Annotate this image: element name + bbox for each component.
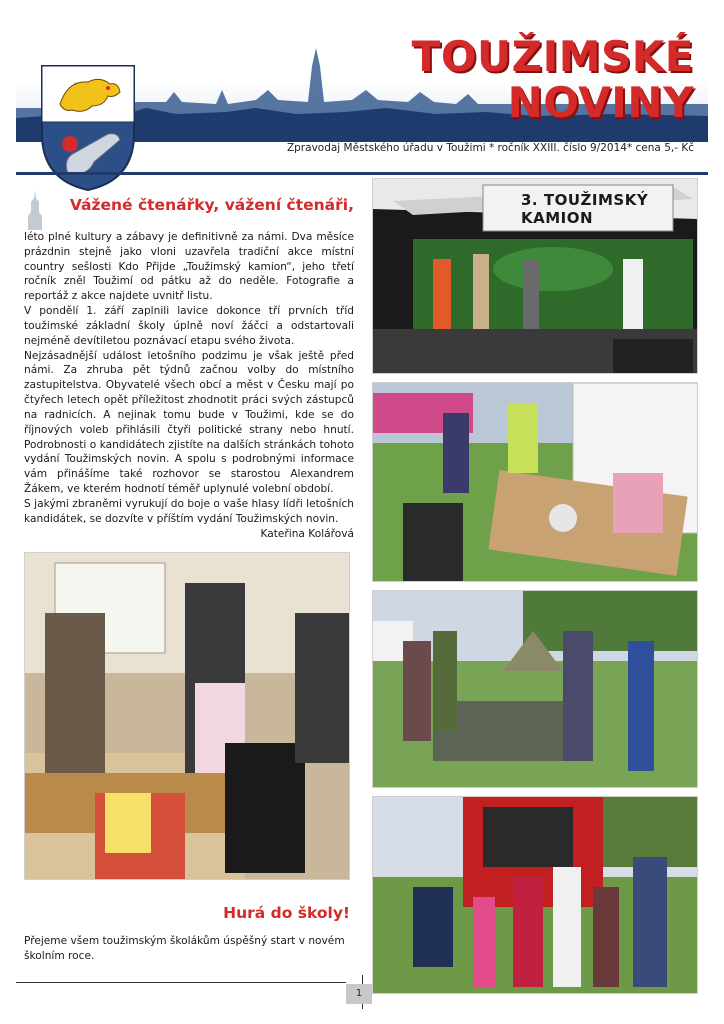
photo-children-fair <box>372 382 698 582</box>
photo-country-stage <box>372 178 698 374</box>
editorial-article <box>24 230 354 541</box>
school-headline: Hurá do školy! <box>223 904 350 922</box>
masthead-title-line2: NOVINY <box>507 78 694 127</box>
photo-classroom <box>24 552 350 880</box>
article-paragraph: Nejzásadnější událost letošního podzimu je však ještě před námi. Za zhruba pět týdnů začnou volby do místního zastupitelstva. Obyvatelé všech obcí a měst v Česku mají po čtyřech letech opět příležitost zhodnotit práci svých zástupců na radnicích. A nejinak tomu bude v Toužimi, kde se do říjnových voleb přihlásili čtyři politické strany nebo hnutí. Podrobnosti o kandidátech zjistíte na dalších stránkách tohoto vydání Toužimských novin. A spolu s podrobnými informace vám přinášíme také rozhovor se starostou Alexandrem Žákem, ve kterém hodnotí téměř uplynulé volební období. <box>24 349 354 496</box>
footer-rule <box>16 982 346 983</box>
article-paragraph: léto plné kultury a zábavy je definitivně za námi. Dva měsíce prázdnin stejně jako vloni uzavřela tradiční akce místní country sešlosti Kdo Přijde „Toužimský kamion“, jeho třetí ročník zněl Toužimí od pátku až do neděle. Fotografie a reportáž z akce najdete uvnitř listu. <box>24 231 354 303</box>
article-paragraph: V pondělí 1. září zaplnili lavice dokonce tří prvních tříd toužimské základní školy úplně noví žáčci a odstartovali nejméně devítiletou poznávací etapu svého života. <box>24 305 354 347</box>
page-number: 1 <box>346 984 372 1004</box>
stage-banner-text: 3. TOUŽIMSKÝ KAMION <box>521 191 649 227</box>
school-article: Přejeme všem toužimským školákům úspěšný start v novém školním roce. <box>24 935 345 963</box>
masthead-subtitle: Zpravodaj Městského úřadu v Toužimi * ročník XXIII. číslo 9/2014* cena 5,- Kč <box>286 142 694 154</box>
article-signature: Kateřina Kolářová <box>260 527 354 540</box>
photo-firefighters <box>372 796 698 994</box>
article-paragraph: S jakými zbraněmi vyrukují do boje o vaše hlasy lídři letošních kandidátek, se dozvíte v příštím vydání Toužimských novin. <box>24 497 354 525</box>
masthead-rule <box>16 172 708 175</box>
photo-army-display <box>372 590 698 788</box>
article-headline: Vážené čtenářky, vážení čtenáři, <box>69 196 354 214</box>
masthead <box>16 30 708 180</box>
masthead-title-line1: TOUŽIMSKÉ <box>411 32 694 81</box>
